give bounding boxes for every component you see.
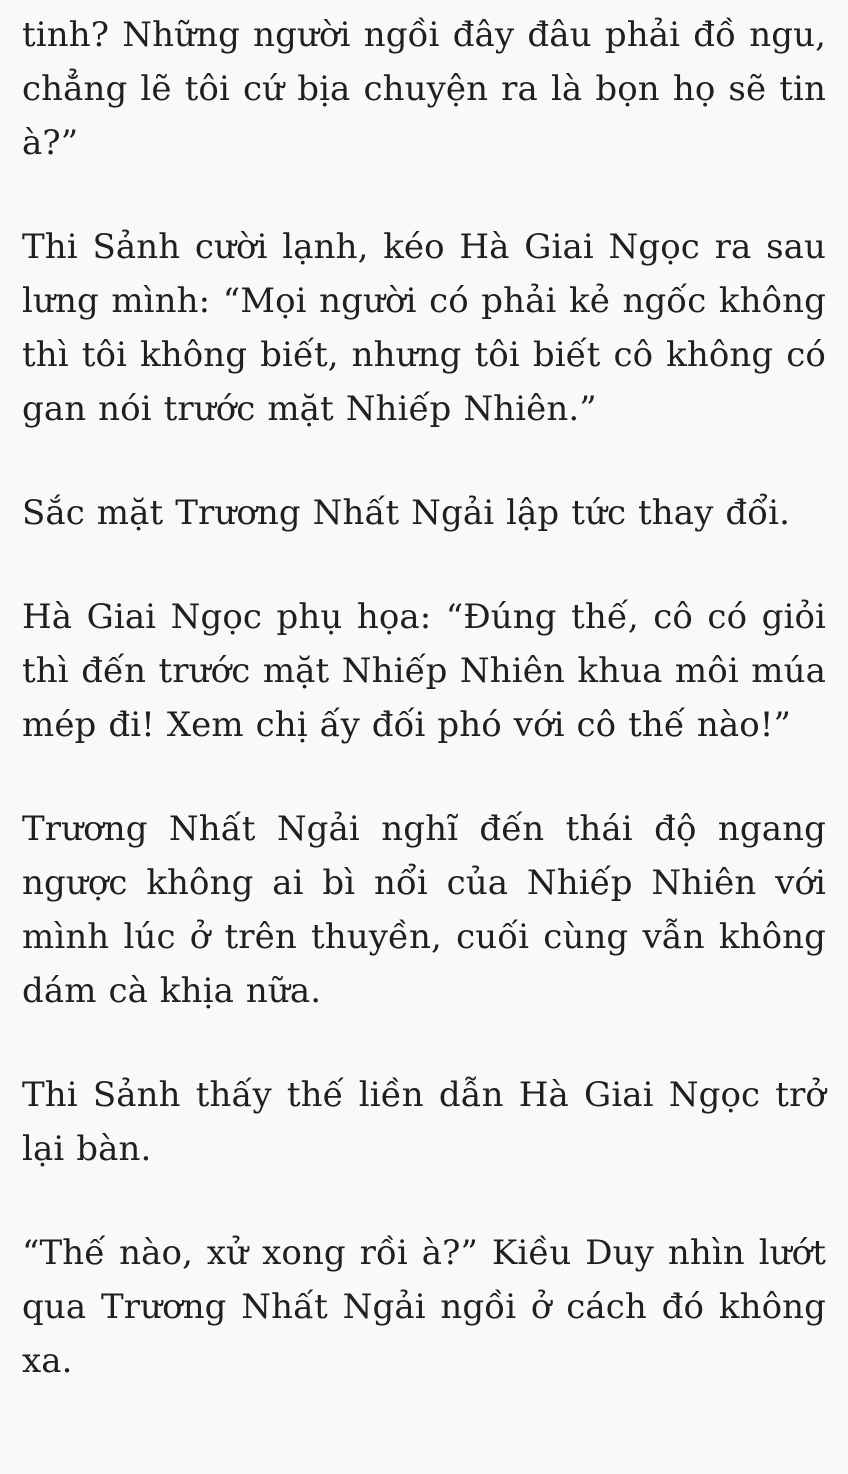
story-paragraph: tinh? Những người ngồi đây đâu phải đồ ngu, chẳng lẽ tôi cứ bịa chuyện ra là bọn họ sẽ tin à?” [22,15,826,163]
story-paragraph: Sắc mặt Trương Nhất Ngải lập tức thay đổi. [22,493,791,533]
story-paragraph: Thi Sảnh cười lạnh, kéo Hà Giai Ngọc ra sau lưng mình: “Mọi người có phải kẻ ngốc không thì tôi không biết, nhưng tôi biết cô không có gan nói trước mặt Nhiếp Nhiên.” [22,227,826,429]
story-paragraph: Trương Nhất Ngải nghĩ đến thái độ ngang ngược không ai bì nổi của Nhiếp Nhiên với mình lúc ở trên thuyền, cuối cùng vẫn không dám cà khịa nữa. [22,809,826,1011]
story-paragraph: “Thế nào, xử xong rồi à?” Kiều Duy nhìn lướt qua Trương Nhất Ngải ngồi ở cách đó không xa. [22,1233,826,1381]
story-paragraph: Thi Sảnh thấy thế liền dẫn Hà Giai Ngọc trở lại bàn. [22,1075,826,1169]
story-paragraph: Hà Giai Ngọc phụ họa: “Đúng thế, cô có giỏi thì đến trước mặt Nhiếp Nhiên khua môi múa mép đi! Xem chị ấy đối phó với cô thế nào!” [22,597,826,745]
